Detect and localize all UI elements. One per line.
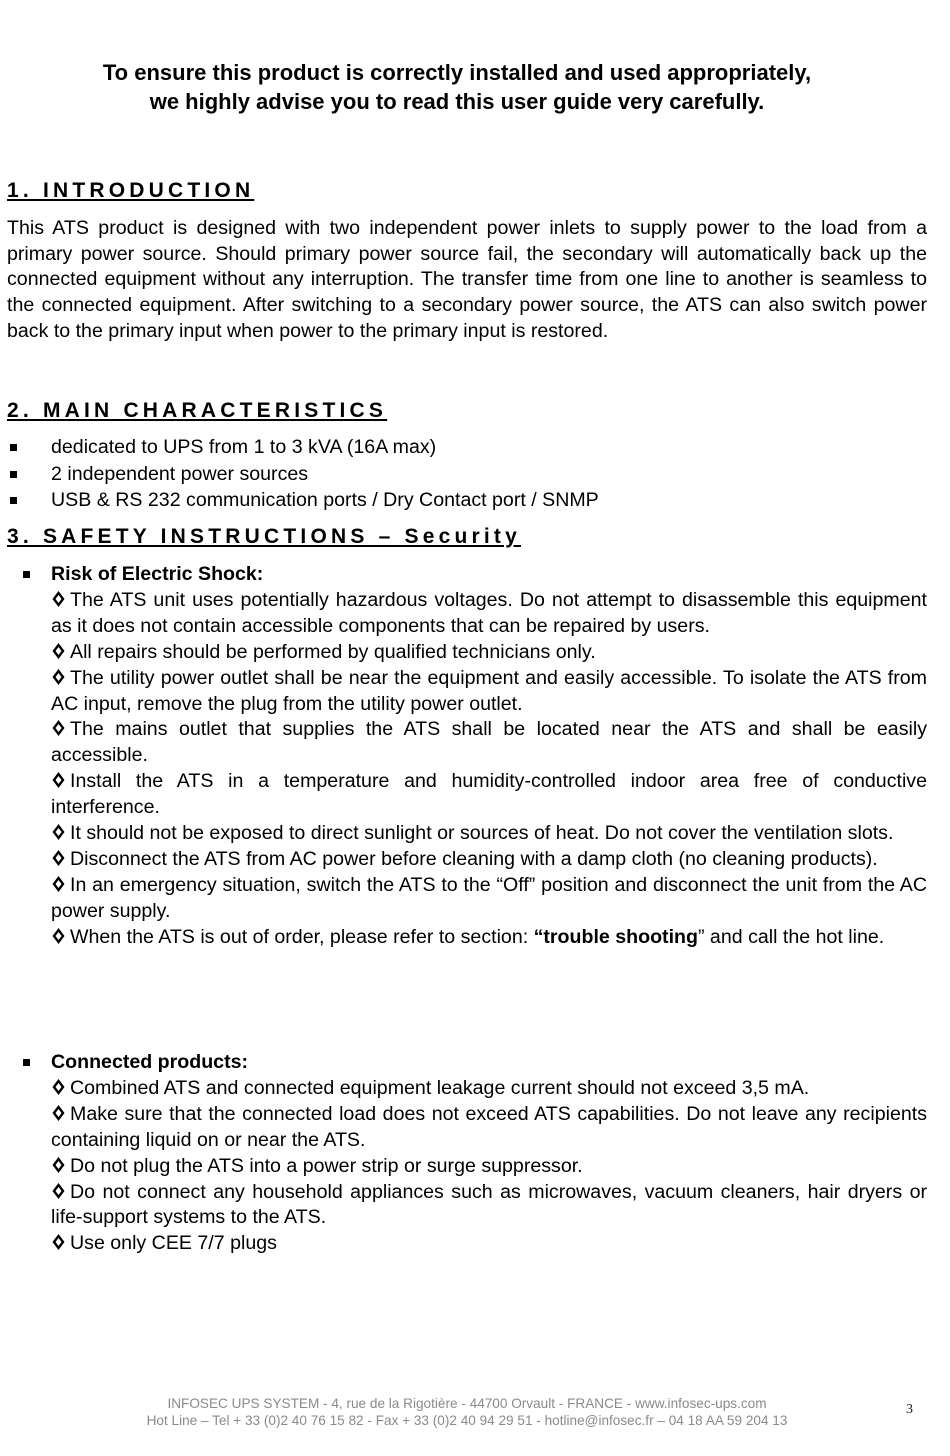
- diamond-bullet-icon: [51, 668, 66, 686]
- diamond-bullet-icon: [51, 849, 66, 867]
- characteristic-text: USB & RS 232 communication ports / Dry Contact port / SNMP: [51, 489, 599, 511]
- advisory-notice-line-1: To ensure this product is correctly installed and used appropriately,: [102, 60, 812, 85]
- list-item: [51, 717, 927, 769]
- connected-products-section: [51, 1050, 927, 1257]
- electric-shock-section: [51, 562, 927, 951]
- connected-products-title-text: Connected products:: [51, 1051, 249, 1073]
- safety-item-text: In an emergency situation, switch the ATS to the “Off” position and disconnect the unit from the AC power supply.: [51, 873, 927, 922]
- characteristics-heading: 2. MAIN CHARACTERISTICS: [7, 399, 388, 422]
- list-item: [51, 769, 927, 821]
- safety-item-text: It should not be exposed to direct sunlight or sources of heat. Do not cover the ventilation slots.: [70, 822, 894, 845]
- introduction-heading: 1. INTRODUCTION: [7, 179, 255, 202]
- advisory-notice: [0, 58, 914, 116]
- trouble-shooting-text-after: ” and call the hot line.: [697, 925, 885, 948]
- list-item: [51, 1076, 927, 1102]
- list-item: [51, 1154, 927, 1180]
- bullet-square-icon: [23, 571, 30, 578]
- footer: [0, 1395, 934, 1429]
- list-item: [7, 487, 927, 514]
- diamond-bullet-icon: [51, 590, 66, 608]
- diamond-bullet-icon: [51, 875, 66, 893]
- list-item: [51, 588, 927, 640]
- list-item: [51, 1180, 927, 1232]
- characteristic-text: dedicated to UPS from 1 to 3 kVA (16A max): [51, 436, 437, 458]
- bullet-square-icon: [23, 1059, 30, 1066]
- diamond-bullet-icon: [51, 927, 66, 945]
- diamond-bullet-icon: [51, 642, 66, 660]
- safety-item-text: Do not plug the ATS into a power strip or surge suppressor.: [70, 1154, 583, 1177]
- safety-item-text: The utility power outlet shall be near the equipment and easily accessible. To isolate the ATS from AC input, remove the plug from the utility power outlet.: [51, 666, 927, 715]
- electric-shock-title: [51, 562, 927, 588]
- diamond-bullet-icon: [51, 823, 66, 841]
- diamond-bullet-icon: [51, 1156, 66, 1174]
- safety-heading: 3. SAFETY INSTRUCTIONS – Security: [7, 525, 521, 548]
- page-number: 3: [906, 1402, 913, 1417]
- safety-item-text: The ATS unit uses potentially hazardous voltages. Do not attempt to disassemble this equipment as it does not contain accessible components that can be repaired by users.: [51, 588, 927, 637]
- trouble-shooting-reference: “trouble shooting: [533, 925, 698, 948]
- list-item: [51, 873, 927, 925]
- footer-address: INFOSEC UPS SYSTEM - 4, rue de la Rigotière - 44700 Orvault - FRANCE - www.infosec-ups.com: [167, 1396, 767, 1411]
- electric-shock-items: [51, 588, 927, 925]
- introduction-paragraph: This ATS product is designed with two independent power inlets to supply power to the load from a primary power source. Should primary power source fail, the secondary will automatically back up the connected equipment without any interruption. The transfer time from one line to another is seamless to the connected equipment. After switching to a secondary power source, the ATS can also switch power back to the primary input when power to the primary input is restored.: [7, 217, 927, 342]
- safety-item-text: Combined ATS and connected equipment leakage current should not exceed 3,5 mA.: [70, 1076, 810, 1099]
- bullet-square-icon: [10, 444, 17, 451]
- list-item: [7, 461, 927, 488]
- list-item: [7, 434, 927, 461]
- advisory-notice-line-2: we highly advise you to read this user guide very carefully.: [149, 89, 765, 114]
- connected-products-items: [51, 1076, 927, 1257]
- trouble-shooting-text-before: When the ATS is out of order, please refer to section:: [70, 925, 534, 948]
- bullet-square-icon: [10, 471, 17, 478]
- connected-products-title: [51, 1050, 927, 1076]
- bullet-square-icon: [10, 497, 17, 504]
- safety-item-text: Install the ATS in a temperature and humidity-controlled indoor area free of conductive interference.: [51, 770, 927, 819]
- safety-item-text: Use only CEE 7/7 plugs: [70, 1232, 277, 1255]
- diamond-bullet-icon: [51, 1078, 66, 1096]
- list-item: [51, 1231, 927, 1257]
- safety-item-text: All repairs should be performed by qualified technicians only.: [70, 640, 596, 663]
- electric-shock-title-text: Risk of Electric Shock:: [51, 563, 264, 585]
- list-item: [51, 821, 927, 847]
- diamond-bullet-icon: [51, 1182, 66, 1200]
- safety-item-text: Do not connect any household appliances such as microwaves, vacuum cleaners, hair dryers or life-support systems to the ATS.: [51, 1180, 927, 1229]
- footer-hotline: Hot Line – Tel + 33 (0)2 40 76 15 82 - Fax + 33 (0)2 40 94 29 51 - hotline@infosec.fr – 04 18 AA 59 204 13: [146, 1413, 788, 1428]
- diamond-bullet-icon: [51, 719, 66, 737]
- safety-item-text: Disconnect the ATS from AC power before cleaning with a damp cloth (no cleaning products).: [70, 847, 878, 870]
- list-item: [51, 925, 927, 951]
- list-item: [51, 847, 927, 873]
- safety-item-text: Make sure that the connected load does not exceed ATS capabilities. Do not leave any recipients containing liquid on or near the ATS.: [51, 1102, 927, 1151]
- diamond-bullet-icon: [51, 1233, 66, 1251]
- safety-item-text: The mains outlet that supplies the ATS shall be located near the ATS and shall be easily accessible.: [51, 718, 927, 767]
- diamond-bullet-icon: [51, 1104, 66, 1122]
- characteristics-list: [7, 434, 927, 514]
- list-item: [51, 1102, 927, 1154]
- diamond-bullet-icon: [51, 771, 66, 789]
- list-item: [51, 640, 927, 666]
- characteristic-text: 2 independent power sources: [51, 462, 309, 485]
- list-item: [51, 666, 927, 718]
